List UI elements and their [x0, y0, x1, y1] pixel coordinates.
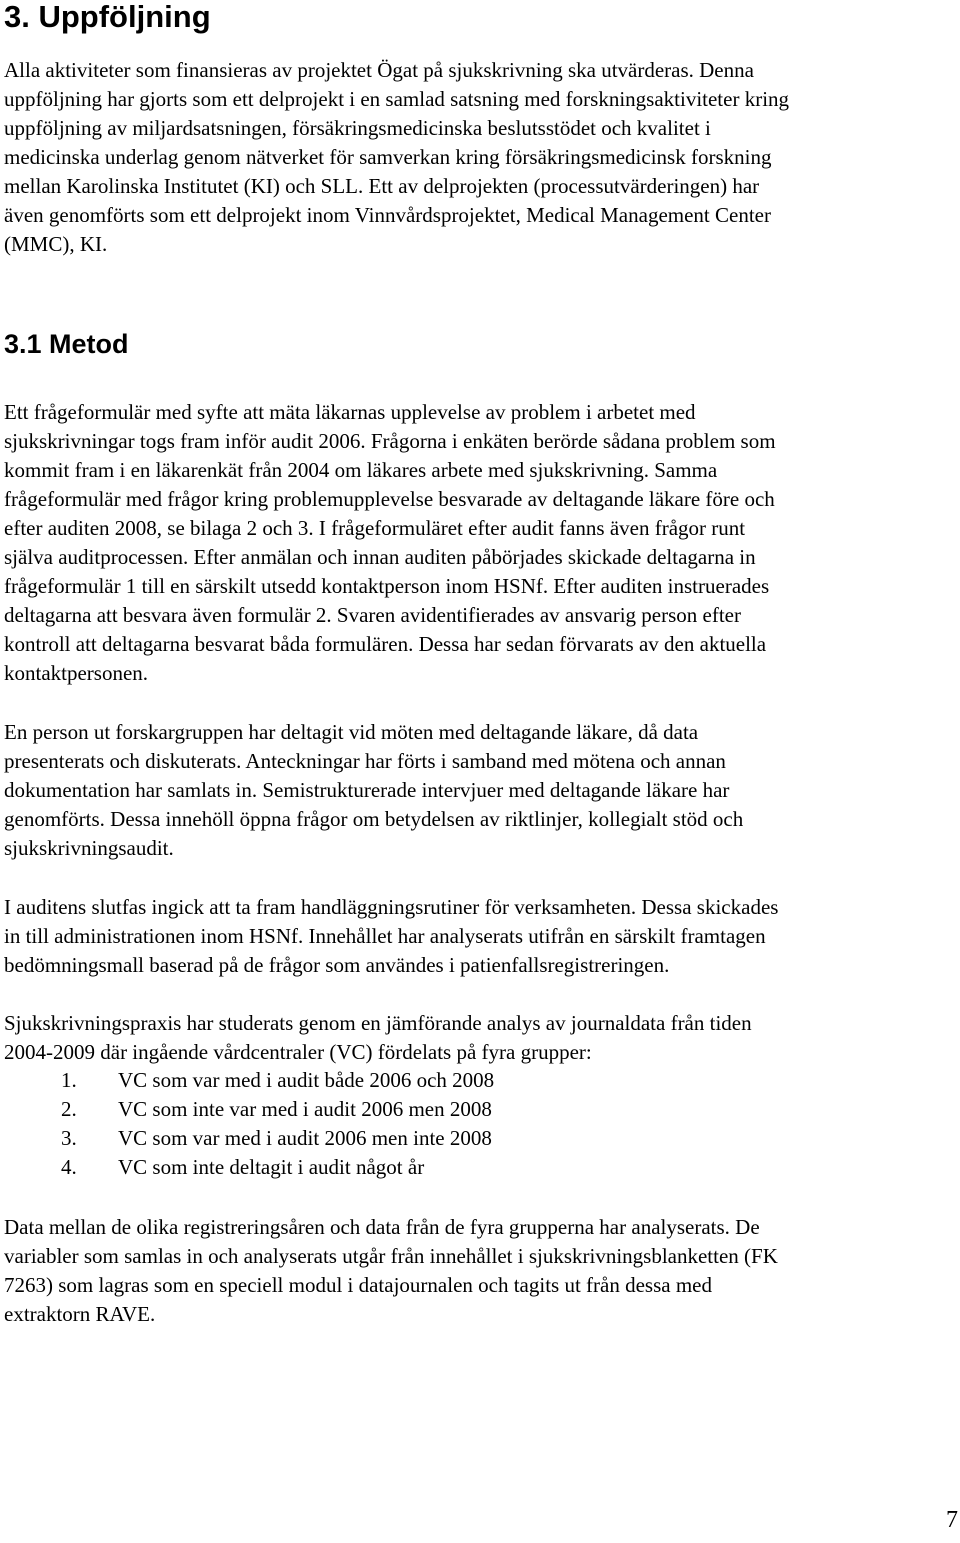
- paragraph-line: Sjukskrivningspraxis har studerats genom en jämförande analys av journaldata från tiden: [4, 1011, 752, 1035]
- closing-paragraph: [4, 1213, 778, 1329]
- paragraph-line: I auditens slutfas ingick att ta fram handläggningsrutiner för verksamheten. Dessa skickades: [4, 895, 779, 919]
- paragraph-line: Data mellan de olika registreringsåren och data från de fyra grupperna har analyserats. De: [4, 1215, 760, 1239]
- paragraph-line: dokumentation har samlats in. Semistrukturerade intervjuer med deltagande läkare har: [4, 778, 730, 802]
- paragraph-line: själva auditprocessen. Efter anmälan och innan auditen påbörjades skickade deltagarna in: [4, 545, 756, 569]
- paragraph-line: frågeformulär med frågor kring problemupplevelse besvarade av deltagande läkare före och: [4, 487, 775, 511]
- paragraph-line: En person ut forskargruppen har deltagit vid möten med deltagande läkare, då data: [4, 720, 699, 744]
- intro-line: uppföljning av miljardsatsningen, försäkringsmedicinska beslutsstödet och kvalitet i: [4, 116, 711, 140]
- intro-line: medicinska underlag genom nätverket för samverkan kring försäkringsmedicinsk forskning: [4, 145, 772, 169]
- paragraph-line: in till administrationen inom HSNf. Innehållet har analyserats utifrån en särskilt framtagen: [4, 924, 766, 948]
- paragraph-line: 2004-2009 där ingående vårdcentraler (VC) fördelats på fyra grupper:: [4, 1040, 592, 1064]
- paragraph-line: sjukskrivningsaudit.: [4, 836, 174, 860]
- intro-paragraph: [4, 56, 789, 259]
- paragraph-line: sjukskrivningar togs fram inför audit 2006. Frågorna i enkäten berörde sådana problem som: [4, 429, 776, 453]
- method-paragraph-questionnaire: [4, 398, 776, 688]
- intro-line: uppföljning har gjorts som ett delprojekt i en samlad satsning med forskningsaktiviteter kring: [4, 87, 790, 111]
- list-item-text: VC som var med i audit 2006 men inte 2008: [118, 1126, 492, 1150]
- method-paragraph-routines: [4, 893, 778, 980]
- intro-line: även genomförts som ett delprojekt inom Vinnvårdsprojektet, Medical Management Center: [4, 203, 771, 227]
- paragraph-line: Ett frågeformulär med syfte att mäta läkarnas upplevelse av problem i arbetet med: [4, 400, 696, 424]
- paragraph-line: variabler som samlas in och analyserats utgår från innehållet i sjukskrivningsblanketten (FK: [4, 1244, 778, 1268]
- section-heading: 3. Uppföljning: [4, 0, 211, 34]
- paragraph-line: efter auditen 2008, se bilaga 2 och 3. I frågeformuläret efter audit fanns även frågor runt: [4, 516, 746, 540]
- list-item-number: 2.: [61, 1097, 77, 1121]
- list-item-number: 4.: [61, 1155, 77, 1179]
- paragraph-line: bedömningsmall baserad på de frågor som användes i patienfallsregistreringen.: [4, 953, 670, 977]
- subsection-heading: 3.1 Metod: [4, 329, 129, 359]
- paragraph-line: kontroll att deltagarna besvarat båda formulären. Dessa har sedan förvarats av den aktuella: [4, 632, 767, 656]
- paragraph-line: presenterats och diskuterats. Anteckningar har förts i samband med mötena och annan: [4, 749, 726, 773]
- list-item-text: VC som var med i audit både 2006 och 2008: [118, 1068, 495, 1092]
- paragraph-line: kontaktpersonen.: [4, 661, 149, 685]
- list-item-number: 1.: [61, 1068, 77, 1092]
- intro-line: mellan Karolinska Institutet (KI) och SLL. Ett av delprojekten (processutvärderingen) har: [4, 174, 760, 198]
- list-item-text: VC som inte deltagit i audit något år: [118, 1155, 425, 1179]
- list-item-number: 3.: [61, 1126, 77, 1150]
- paragraph-line: deltagarna att besvara även formulär 2. Svaren avidentifierades av ansvarig person efter: [4, 603, 741, 627]
- list-item-text: VC som inte var med i audit 2006 men 2008: [118, 1097, 492, 1121]
- paragraph-line: frågeformulär 1 till en särskilt utsedd kontaktperson inom HSNf. Efter auditen instruerades: [4, 574, 770, 598]
- intro-line: Alla aktiviteter som finansieras av projektet Ögat på sjukskrivning ska utvärderas. Denna: [4, 58, 754, 82]
- paragraph-line: extraktorn RAVE.: [4, 1302, 156, 1326]
- method-paragraph-practice: [4, 1009, 752, 1067]
- page-number: 7: [946, 1507, 958, 1533]
- paragraph-line: kommit fram i en läkarenkät från 2004 om läkares arbete med sjukskrivning. Samma: [4, 458, 718, 482]
- paragraph-line: 7263) som lagras som en speciell modul i datajournalen och tagits ut från dessa med: [4, 1273, 712, 1297]
- intro-line: (MMC), KI.: [4, 232, 108, 256]
- paragraph-line: genomförts. Dessa innehöll öppna frågor om betydelsen av riktlinjer, kollegialt stöd och: [4, 807, 744, 831]
- method-paragraph-meetings: [4, 718, 743, 863]
